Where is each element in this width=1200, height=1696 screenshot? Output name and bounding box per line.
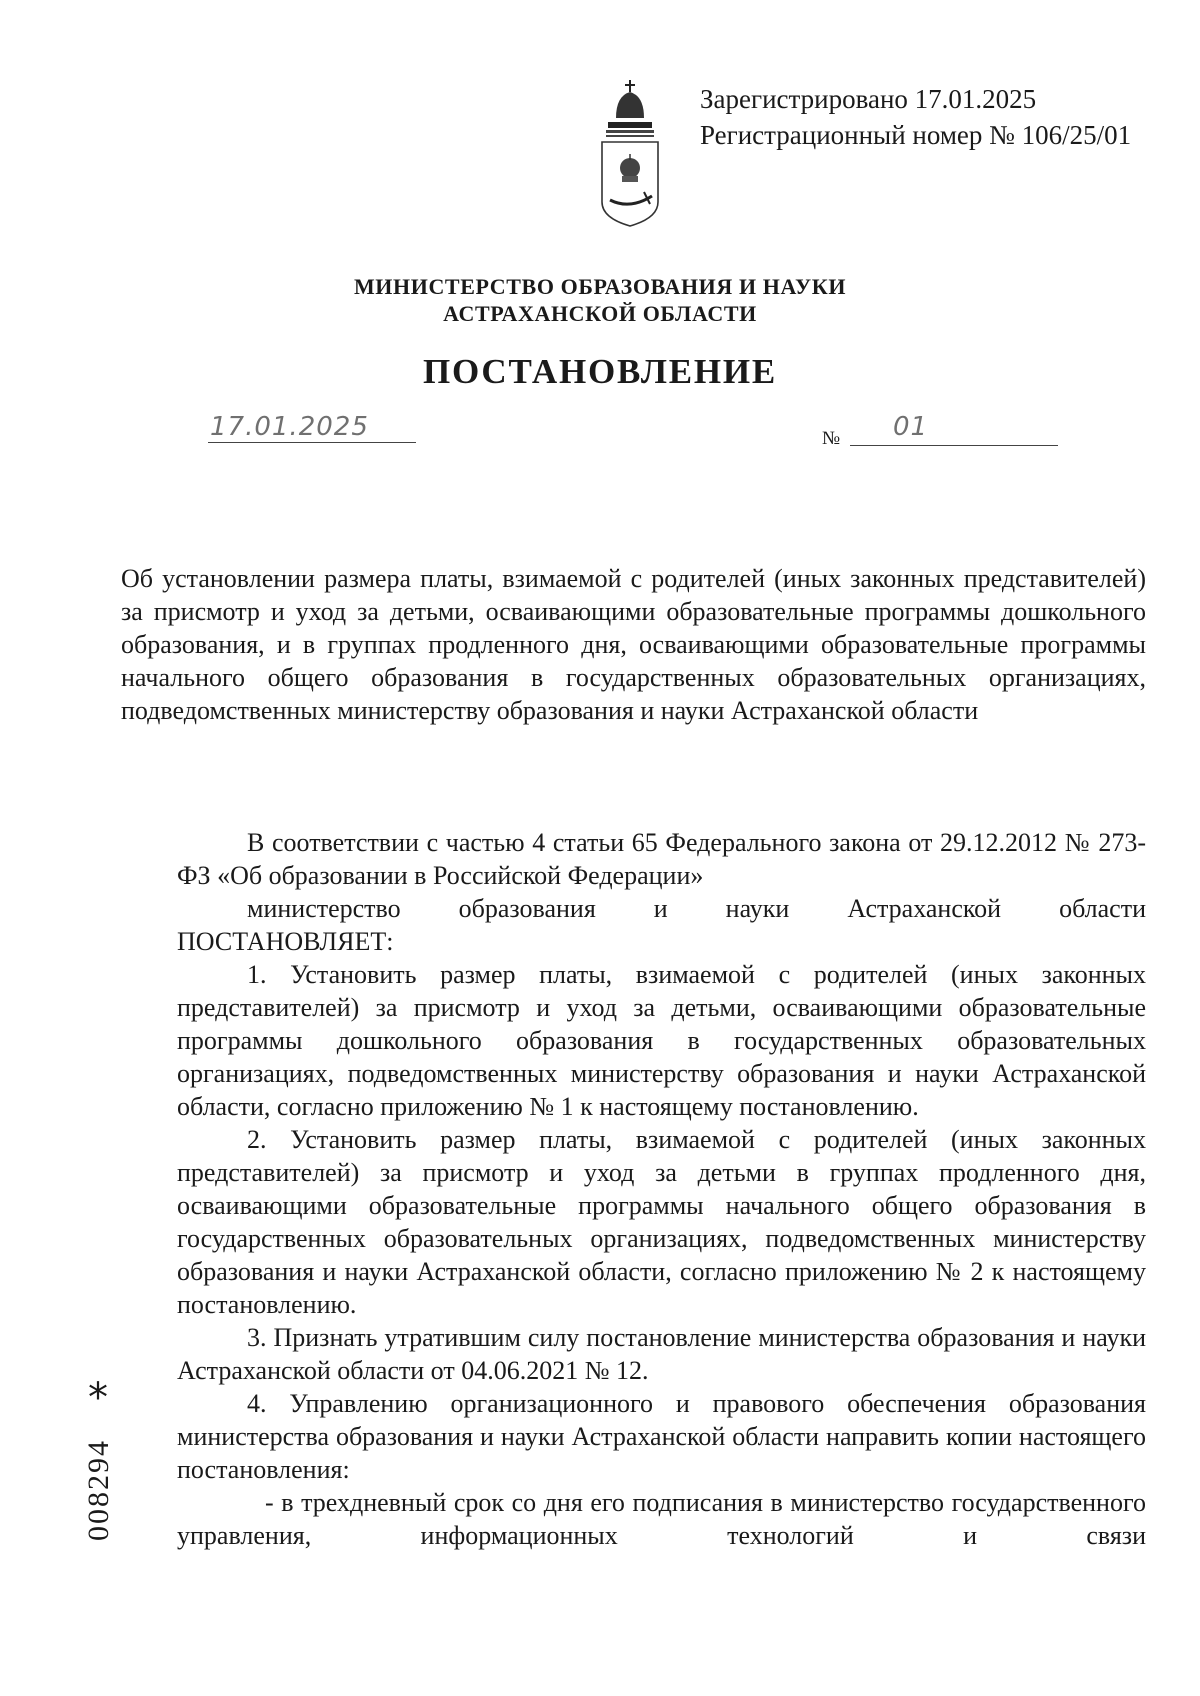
side-stamp-star: *	[88, 1375, 108, 1421]
side-stamp-number	[82, 1386, 132, 1546]
number-underline	[850, 445, 1058, 446]
registration-number: Регистрационный номер № 106/25/01	[700, 120, 1132, 150]
document-title: ПОСТАНОВЛЕНИЕ	[422, 352, 778, 391]
document-body	[177, 826, 1146, 1552]
preamble-ministry: министерство образования и науки Астраханской области	[247, 894, 1146, 923]
item-3: 3. Признать утратившим силу постановление министерства образования и науки Астраханской области от 04.06.2021 № 12.	[177, 1323, 1146, 1385]
preamble-decides: ПОСТАНОВЛЯЕТ:	[177, 927, 394, 956]
item-4: 4. Управлению организационного и правового обеспечения образования министерства образования и науки Астраханской области направить копии настоящего постановления:	[177, 1389, 1146, 1484]
side-stamp-number-text: 008294	[82, 1439, 115, 1541]
handwritten-number: 01	[893, 412, 929, 442]
preamble-paragraph: В соответствии с частью 4 статьи 65 Федерального закона от 29.12.2012 № 273-ФЗ «Об образовании в Российской Федерации»	[177, 828, 1146, 890]
item-1: 1. Установить размер платы, взимаемой с родителей (иных законных представителей) за присмотр и уход за детьми, осваивающими образовательные программы дошкольного образования в государственных образовательных организациях, подведомственных министерству образования и науки Астраханской области, согласно приложению № 1 к настоящему постановлению.	[177, 960, 1146, 1121]
item-4-subitem: - в трехдневный срок со дня его подписания в министерство государственного управления, информационных технологий и связи	[177, 1488, 1146, 1550]
registration-date: Зарегистрировано 17.01.2025	[700, 84, 1037, 114]
handwritten-date: 17.01.2025	[210, 412, 369, 442]
item-2: 2. Установить размер платы, взимаемой с родителей (иных законных представителей) за присмотр и уход за детьми в группах продленного дня, осваивающими образовательные программы начального общего образования в государственных образовательных организациях, подведомственных министерству образования и науки Астраханской области, согласно приложению № 2 к настоящему постановлению.	[177, 1125, 1146, 1319]
ministry-name-line-1: МИНИСТЕРСТВО ОБРАЗОВАНИЯ И НАУКИ	[353, 274, 847, 299]
ministry-name-line-2: АСТРАХАНСКОЙ ОБЛАСТИ	[443, 301, 757, 326]
document-subject: Об установлении размера платы, взимаемой с родителей (иных законных представителей) за присмотр и уход за детьми, осваивающими образовательные программы дошкольного образования, и в группах продленного дня, осваивающими образовательные программы начального общего образования в государственных образовательных организациях, подведомственных министерству образования и науки Астраханской области	[121, 564, 1146, 725]
coat-of-arms-icon	[594, 78, 666, 230]
date-underline	[208, 442, 416, 443]
number-sign: №	[822, 428, 841, 449]
